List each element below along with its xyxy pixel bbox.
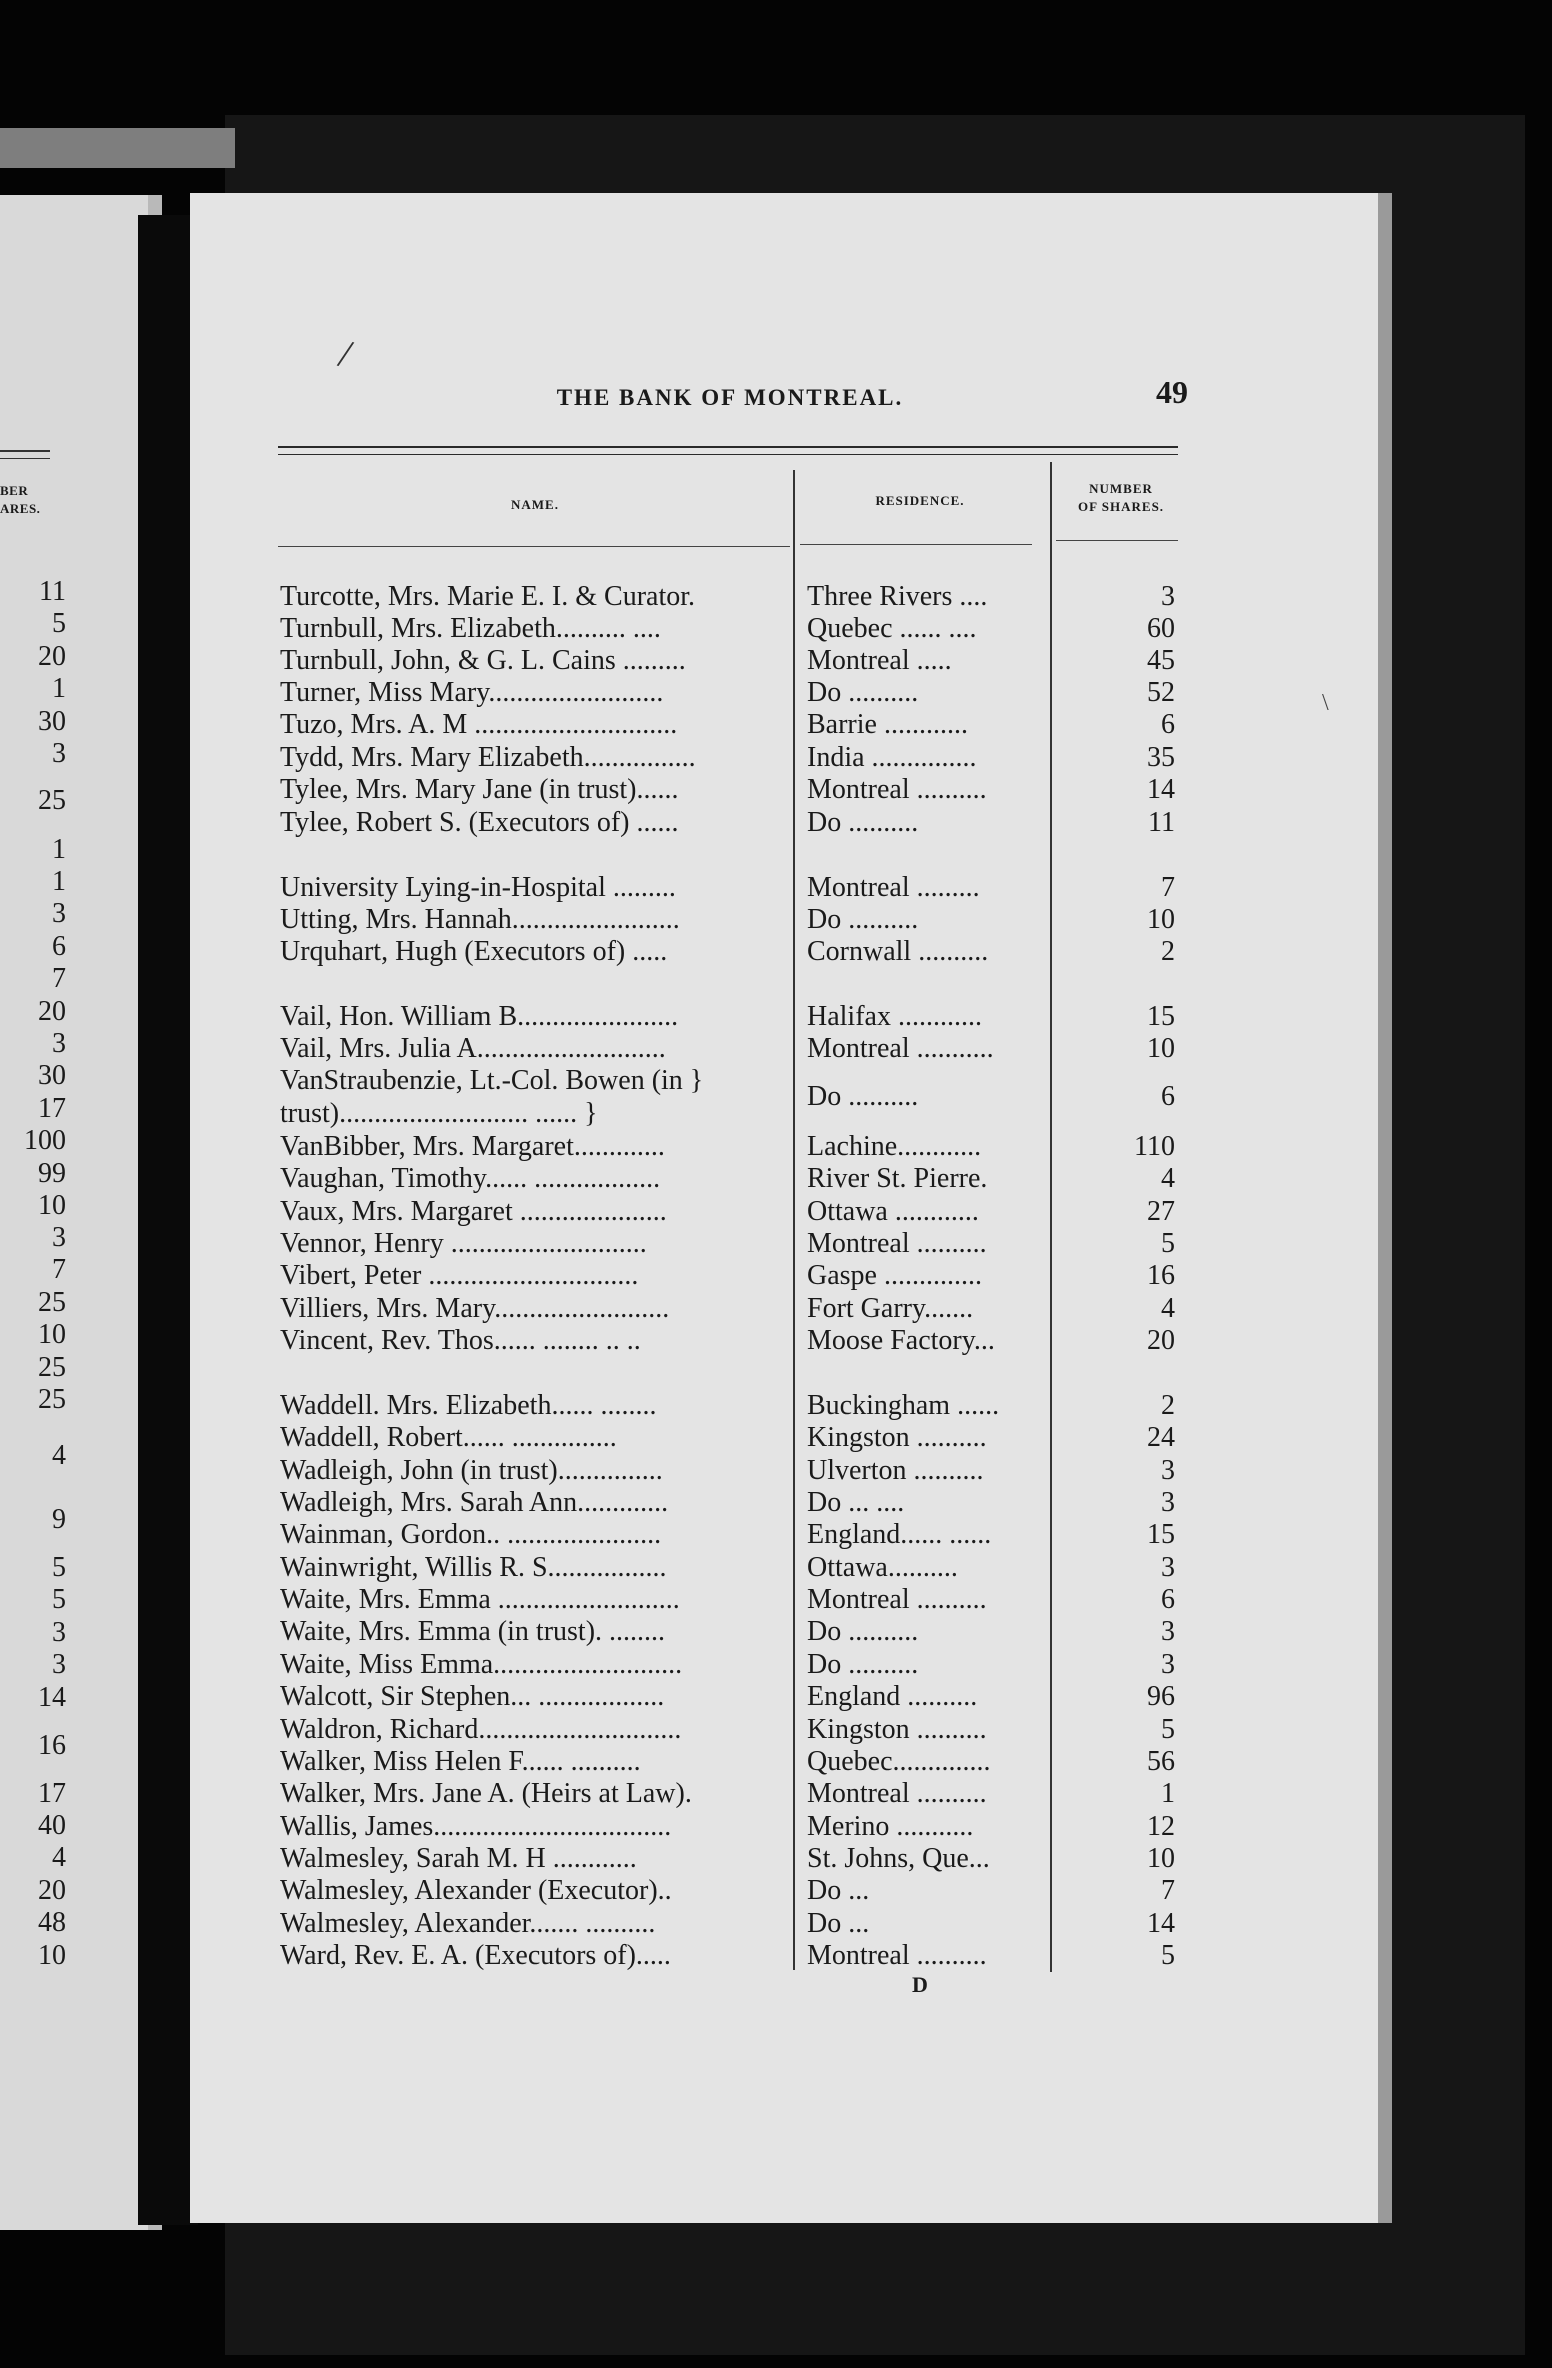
left-page-column-header [0, 482, 60, 518]
shareholder-residence: Cornwall .......... [807, 936, 989, 967]
shareholder-shares: 12 [1147, 1811, 1175, 1842]
table-row [270, 676, 1190, 709]
shareholder-residence: Montreal ........... [807, 1033, 994, 1064]
left-page-number: 25 [38, 785, 66, 816]
table-row [270, 612, 1190, 645]
shareholder-residence: Moose Factory... [807, 1325, 995, 1356]
shareholder-residence: India ............... [807, 742, 977, 773]
shareholder-shares: 4 [1161, 1293, 1175, 1324]
shareholder-name: Waddell, Robert...... ............... [280, 1422, 617, 1453]
shareholder-name: VanStraubenzie, Lt.-Col. Bowen (in } trust)........................... ...... } [280, 1065, 704, 1129]
running-head: THE BANK OF MONTREAL. [556, 385, 904, 410]
shareholder-shares: 15 [1147, 1001, 1175, 1032]
shareholder-residence: Montreal .......... [807, 1228, 987, 1259]
shareholder-shares: 96 [1147, 1681, 1175, 1712]
shareholder-name: Walmesley, Sarah M. H ............ [280, 1843, 637, 1874]
left-page-number: 10 [38, 1190, 66, 1221]
column-header-shares-line: NUMBER [1089, 481, 1153, 496]
scan-speck: \ [1322, 690, 1329, 716]
shareholder-shares: 16 [1147, 1260, 1175, 1291]
left-page-number: 20 [38, 1875, 66, 1906]
table-row [270, 1486, 1190, 1519]
shareholder-name: Vennor, Henry ............................ [280, 1228, 647, 1259]
column-header-rule [1056, 540, 1178, 541]
left-page-number: 25 [38, 1384, 66, 1415]
left-page-number: 3 [52, 738, 66, 769]
shareholder-name: Wadleigh, Mrs. Sarah Ann............. [280, 1487, 669, 1518]
shareholder-residence: Quebec.............. [807, 1746, 991, 1777]
signature-mark: D [912, 1972, 928, 1997]
table-row [270, 1130, 1190, 1163]
table-row [270, 708, 1190, 741]
left-page-number: 17 [38, 1093, 66, 1124]
table-row [270, 806, 1190, 839]
table-row [270, 1680, 1190, 1713]
table-row [270, 1454, 1190, 1487]
shareholder-residence: Do .......... [807, 904, 919, 935]
shareholder-name: Turnbull, Mrs. Elizabeth.......... .... [280, 613, 661, 644]
shareholder-name: Wadleigh, John (in trust)............... [280, 1455, 663, 1486]
shareholder-shares: 35 [1147, 742, 1175, 773]
shareholder-name: Urquhart, Hugh (Executors of) ..... [280, 936, 668, 967]
shareholder-residence: Quebec ...... .... [807, 613, 977, 644]
table-row [270, 1064, 1190, 1130]
shareholder-residence: Montreal .......... [807, 1940, 987, 1971]
left-page-number: 5 [52, 1584, 66, 1615]
shareholder-shares: 10 [1147, 1843, 1175, 1874]
shareholder-residence: Do .......... [807, 677, 919, 708]
left-header-line: ARES. [0, 501, 41, 516]
shareholder-residence: Kingston .......... [807, 1714, 987, 1745]
table-row [270, 1842, 1190, 1875]
table-row [270, 871, 1190, 904]
left-page-number: 25 [38, 1352, 66, 1383]
shareholder-residence: Merino ........... [807, 1811, 974, 1842]
shareholder-shares: 1 [1161, 1778, 1175, 1809]
shareholder-residence: Montreal ......... [807, 872, 980, 903]
shareholder-shares: 15 [1147, 1519, 1175, 1550]
left-page-number: 6 [52, 931, 66, 962]
shareholder-residence: Do .......... [807, 1616, 919, 1647]
shareholder-name: Waldron, Richard............................. [280, 1714, 682, 1745]
shareholder-name: Ward, Rev. E. A. (Executors of)..... [280, 1940, 671, 1971]
shareholder-residence: England...... ...... [807, 1519, 992, 1550]
shareholder-shares: 27 [1147, 1196, 1175, 1227]
shareholder-residence: Do .......... [807, 1081, 919, 1112]
shareholder-name: Tydd, Mrs. Mary Elizabeth................ [280, 742, 696, 773]
table-row [270, 1713, 1190, 1746]
shareholder-residence: Ottawa.......... [807, 1552, 958, 1583]
shareholder-residence: River St. Pierre. [807, 1163, 988, 1194]
table-row [270, 1292, 1190, 1325]
left-page-number: 5 [52, 1552, 66, 1583]
shareholder-residence: Three Rivers .... [807, 581, 988, 612]
shareholder-shares: 14 [1147, 1908, 1175, 1939]
table-row [270, 1777, 1190, 1810]
table-row [270, 1583, 1190, 1616]
shareholder-residence: St. Johns, Que... [807, 1843, 990, 1874]
table-row [270, 1324, 1190, 1357]
table-row [270, 1615, 1190, 1648]
table-row [270, 773, 1190, 806]
shareholder-shares: 3 [1161, 1552, 1175, 1583]
table-row [270, 1162, 1190, 1195]
shareholder-shares: 110 [1134, 1131, 1175, 1162]
table-row [270, 1000, 1190, 1033]
shareholder-name: Waite, Mrs. Emma .......................... [280, 1584, 680, 1615]
left-page-number: 1 [52, 866, 66, 897]
column-header-rule [278, 546, 790, 547]
shareholder-name: University Lying-in-Hospital ......... [280, 872, 676, 903]
pencil-mark: / [334, 330, 357, 377]
left-page-rule [0, 458, 50, 459]
shareholder-shares: 3 [1161, 1616, 1175, 1647]
shareholder-name: Vail, Hon. William B....................... [280, 1001, 679, 1032]
table-row [270, 1518, 1190, 1551]
shareholder-residence: Montreal .......... [807, 1778, 987, 1809]
shareholder-shares: 60 [1147, 613, 1175, 644]
shareholder-name: Walmesley, Alexander....... .......... [280, 1908, 656, 1939]
shareholder-shares: 3 [1161, 1455, 1175, 1486]
shareholder-residence: Ottawa ............ [807, 1196, 979, 1227]
shareholder-name: Utting, Mrs. Hannah........................ [280, 904, 680, 935]
shareholder-name: Vibert, Peter .............................. [280, 1260, 639, 1291]
left-page-number: 48 [38, 1907, 66, 1938]
shareholder-name: Villiers, Mrs. Mary......................... [280, 1293, 670, 1324]
left-page-number: 7 [52, 963, 66, 994]
shareholder-shares: 7 [1161, 1875, 1175, 1906]
shareholder-residence: Do ... [807, 1875, 870, 1906]
shareholder-name: Waite, Miss Emma........................... [280, 1649, 683, 1680]
table-row [270, 935, 1190, 968]
shareholder-name: Wainman, Gordon.. ...................... [280, 1519, 662, 1550]
shareholder-name: Turnbull, John, & G. L. Cains ......... [280, 645, 686, 676]
left-page-rule [0, 450, 50, 452]
left-page-number: 3 [52, 1222, 66, 1253]
shareholder-residence: Barrie ............ [807, 709, 968, 740]
shareholder-name: VanBibber, Mrs. Margaret............. [280, 1131, 665, 1162]
shareholder-shares: 3 [1161, 1649, 1175, 1680]
table-row [270, 1421, 1190, 1454]
table-row [270, 1195, 1190, 1228]
left-page-number: 3 [52, 1649, 66, 1680]
shareholder-residence: Do ... [807, 1908, 870, 1939]
shareholder-name: Turcotte, Mrs. Marie E. I. & Curator. [280, 581, 696, 612]
header-rule [278, 446, 1178, 448]
left-page-number: 4 [52, 1440, 66, 1471]
shareholder-shares: 6 [1161, 709, 1175, 740]
shareholder-shares: 24 [1147, 1422, 1175, 1453]
book-gutter [138, 215, 198, 2225]
shareholder-residence: Kingston .......... [807, 1422, 987, 1453]
left-page-number: 3 [52, 1617, 66, 1648]
left-page-number: 30 [38, 1060, 66, 1091]
shareholder-residence: Buckingham ...... [807, 1390, 1000, 1421]
left-page-number: 3 [52, 898, 66, 929]
shareholder-name: Walker, Mrs. Jane A. (Heirs at Law). [280, 1778, 692, 1809]
shareholder-residence: Do .......... [807, 807, 919, 838]
left-page-number: 16 [38, 1730, 66, 1761]
left-page-number: 30 [38, 706, 66, 737]
shareholder-residence: Gaspe .............. [807, 1260, 982, 1291]
shareholder-shares: 6 [1161, 1584, 1175, 1615]
shareholder-shares: 3 [1161, 581, 1175, 612]
shareholder-residence: Montreal .......... [807, 1584, 987, 1615]
table-row [270, 1389, 1190, 1422]
shareholder-name: Vail, Mrs. Julia A........................... [280, 1033, 666, 1064]
shareholder-shares: 4 [1161, 1163, 1175, 1194]
left-page-cover-edge [0, 128, 235, 168]
table-row [270, 1745, 1190, 1778]
shareholder-residence: Fort Garry....... [807, 1293, 974, 1324]
shareholder-shares: 10 [1147, 1033, 1175, 1064]
shareholder-name: Turner, Miss Mary......................... [280, 677, 664, 708]
shareholder-shares: 10 [1147, 904, 1175, 935]
left-page-number: 14 [38, 1682, 66, 1713]
shareholder-residence: England .......... [807, 1681, 978, 1712]
shareholder-shares: 5 [1161, 1940, 1175, 1971]
left-page-number: 3 [52, 1028, 66, 1059]
shareholder-name: Walcott, Sir Stephen... .................. [280, 1681, 665, 1712]
left-page-number: 5 [52, 608, 66, 639]
shareholder-residence: Do ... .... [807, 1487, 905, 1518]
left-page-number: 99 [38, 1158, 66, 1189]
table-row [270, 1227, 1190, 1260]
shareholder-name: Walker, Miss Helen F...... .......... [280, 1746, 641, 1777]
table-row [270, 1939, 1190, 1972]
left-page-number: 7 [52, 1254, 66, 1285]
table-row [270, 1874, 1190, 1907]
shareholder-name: Walmesley, Alexander (Executor).. [280, 1875, 672, 1906]
left-page-number: 10 [38, 1940, 66, 1971]
left-page-number: 11 [39, 576, 66, 607]
shareholder-shares: 45 [1147, 645, 1175, 676]
page-number: 49 [1156, 374, 1188, 410]
shareholder-shares: 6 [1161, 1081, 1175, 1112]
table-row [270, 1907, 1190, 1940]
left-header-line: BER [0, 483, 29, 498]
table-row [270, 903, 1190, 936]
table-row [270, 1259, 1190, 1292]
left-page-number: 20 [38, 996, 66, 1027]
shareholder-shares: 11 [1148, 807, 1175, 838]
left-page-number: 1 [52, 834, 66, 865]
shareholder-residence: Montreal .......... [807, 774, 987, 805]
table-row [270, 741, 1190, 774]
table-row [270, 580, 1190, 613]
shareholder-shares: 5 [1161, 1714, 1175, 1745]
shareholder-residence: Halifax ............ [807, 1001, 982, 1032]
shareholder-name: Waddell. Mrs. Elizabeth...... ........ [280, 1390, 657, 1421]
table-row [270, 1551, 1190, 1584]
shareholder-residence: Lachine............ [807, 1131, 982, 1162]
shareholder-shares: 14 [1147, 774, 1175, 805]
shareholder-shares: 5 [1161, 1228, 1175, 1259]
shareholder-name: Wallis, James.................................. [280, 1811, 672, 1842]
table-row [270, 1810, 1190, 1843]
left-page-number: 1 [52, 673, 66, 704]
shareholder-residence: Ulverton .......... [807, 1455, 984, 1486]
shareholder-name: Wainwright, Willis R. S................. [280, 1552, 667, 1583]
column-header-shares [1056, 480, 1186, 516]
column-header-rule [800, 544, 1032, 545]
shareholder-name: Vaughan, Timothy...... .................. [280, 1163, 661, 1194]
page-edge [1378, 193, 1392, 2223]
left-page-number: 100 [24, 1125, 66, 1156]
left-page-number: 10 [38, 1319, 66, 1350]
header-rule [278, 454, 1178, 455]
left-page-number: 17 [38, 1778, 66, 1809]
left-page-number: 20 [38, 641, 66, 672]
table-row [270, 1648, 1190, 1681]
column-header-residence: RESIDENCE. [875, 493, 965, 508]
shareholder-shares: 7 [1161, 872, 1175, 903]
shareholder-name: Vincent, Rev. Thos...... ........ .. .. [280, 1325, 641, 1356]
shareholder-name: Vaux, Mrs. Margaret ..................... [280, 1196, 667, 1227]
shareholder-residence: Montreal ..... [807, 645, 952, 676]
left-page-number: 9 [52, 1504, 66, 1535]
shareholder-shares: 20 [1147, 1325, 1175, 1356]
shareholder-shares: 2 [1161, 1390, 1175, 1421]
shareholder-name: Tylee, Robert S. (Executors of) ...... [280, 807, 679, 838]
shareholder-shares: 56 [1147, 1746, 1175, 1777]
column-header-name: NAME. [511, 497, 559, 512]
shareholder-name: Tylee, Mrs. Mary Jane (in trust)...... [280, 774, 679, 805]
left-page-number: 25 [38, 1287, 66, 1318]
shareholder-name: Waite, Mrs. Emma (in trust). ........ [280, 1616, 666, 1647]
table-row [270, 644, 1190, 677]
shareholder-residence: Do .......... [807, 1649, 919, 1680]
shareholder-shares: 52 [1147, 677, 1175, 708]
column-header-shares-line: OF SHARES. [1077, 499, 1165, 514]
shareholder-name: Tuzo, Mrs. A. M ............................. [280, 709, 678, 740]
shareholder-shares: 3 [1161, 1487, 1175, 1518]
shareholder-shares: 2 [1161, 936, 1175, 967]
table-row [270, 1032, 1190, 1065]
left-page-number: 4 [52, 1842, 66, 1873]
left-page-number: 40 [38, 1810, 66, 1841]
